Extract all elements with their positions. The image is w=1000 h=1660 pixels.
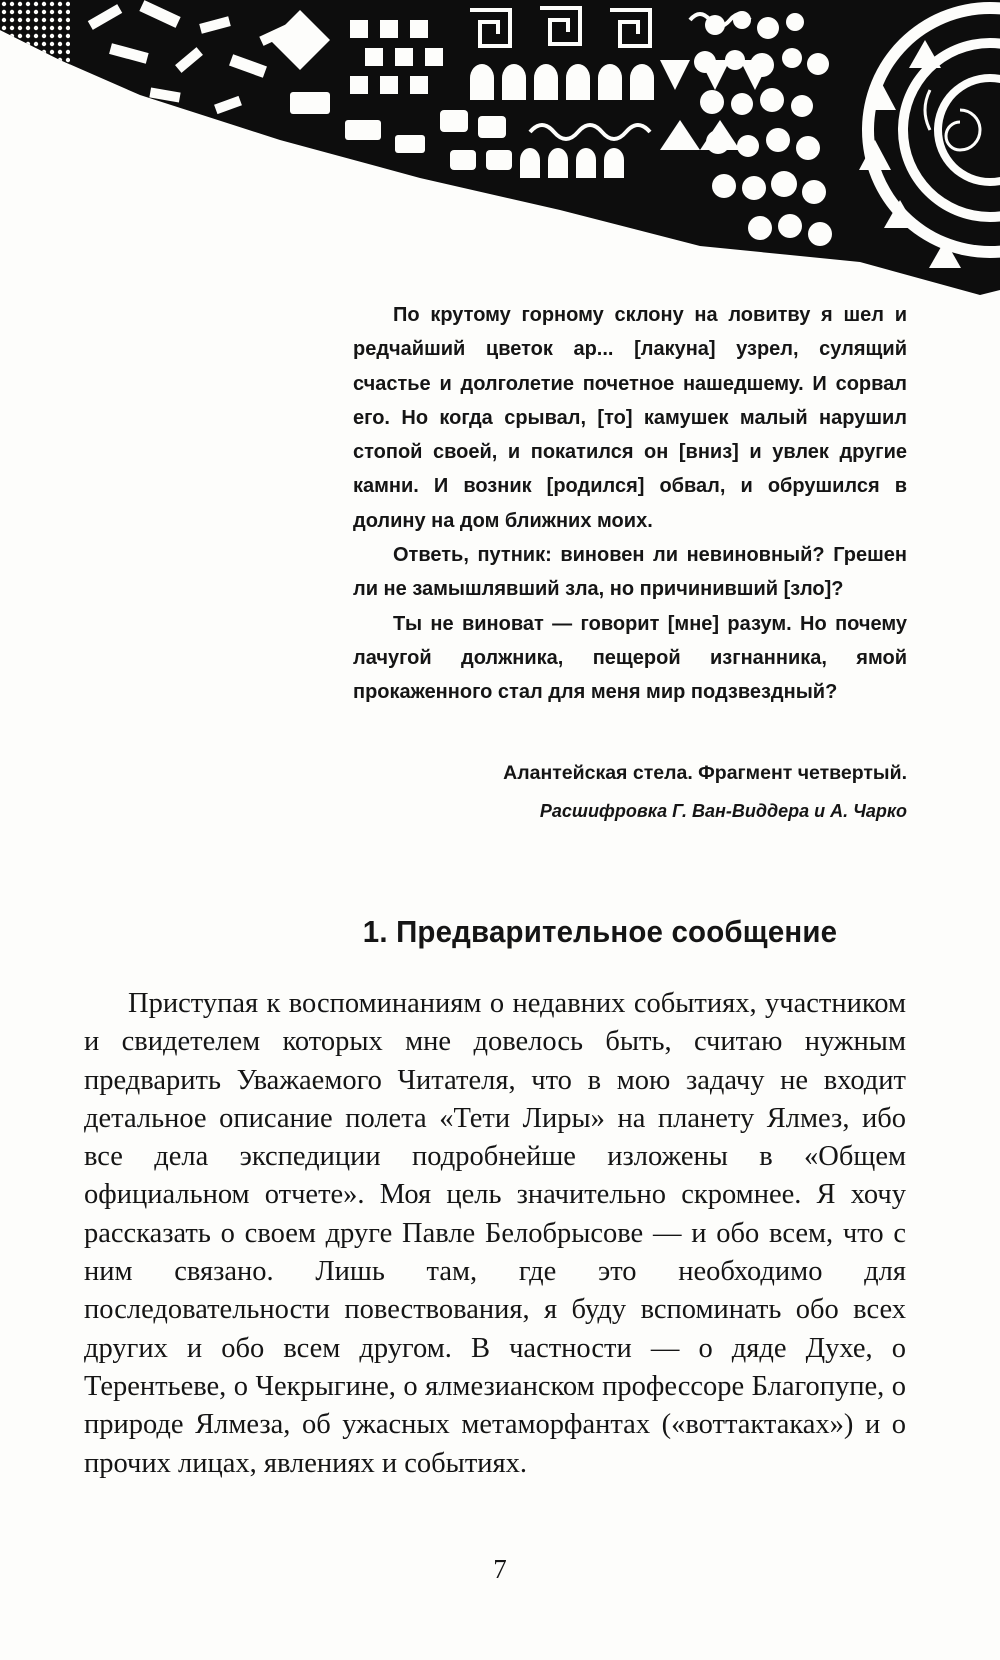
ornamental-header — [0, 0, 1000, 300]
epigraph-paragraph: Ты не виноват — говорит [мне] разум. Но почему лачугой должника, пещерой изгнанника, ямой прокаженного стал для меня мир подзвездный? — [353, 612, 907, 704]
page-number: 7 — [493, 1554, 507, 1584]
epigraph-source: Алантейская стела. Фрагмент четвертый. — [503, 762, 907, 784]
epigraph-paragraph: Ответь, путник: виновен ли невиновный? Грешен ли не замышлявший зла, но причинивший [зло]? — [353, 544, 907, 601]
chapter-title: 1. Предварительное сообщение — [362, 914, 838, 949]
epigraph — [353, 298, 907, 710]
epigraph-paragraph: По крутому горному склону на ловитву я шел и редчайший цветок ар... [лакуна] узрел, сулящий счастье и долголетие почетное нашедшему. И сорвал его. Но когда срывал, [то] камушек малый нарушил стопой своей, и покатился он [вниз] и увлек другие камни. И возник [родился] обвал, и обрушился в долину на дом ближних моих. — [353, 304, 907, 532]
epigraph-credit: Расшифровка Г. Ван-Виддера и А. Чарко — [539, 801, 907, 821]
body-paragraph: Приступая к воспоминаниям о недавних событиях, участником и свидетелем которых мне довелось быть, считаю нужным предварить Уважаемого Читателя, что в мою задачу не входит детальное описание полета «Тети Лиры» на планету Ялмез, ибо все дела экспедиции подробнейше изложены в «Общем официальном отчете». Моя цель значительно скромнее. Я хочу рассказать о своем друге Павле Белобрысове — и обо всем, что с ним связано. Лишь там, где это необходимо для последовательности повествования, я буду вспоминать обо всех других и обо всем другом. В частности — о дяде Духе, о Терентьеве, о Чекрыгине, о ялмезианском профессоре Благопупе, о природе Ялмеза, об ужасных метаморфантах («воттактаках») и о прочих лицах, явлениях и событиях. — [84, 988, 906, 1479]
body-text — [84, 985, 906, 1483]
